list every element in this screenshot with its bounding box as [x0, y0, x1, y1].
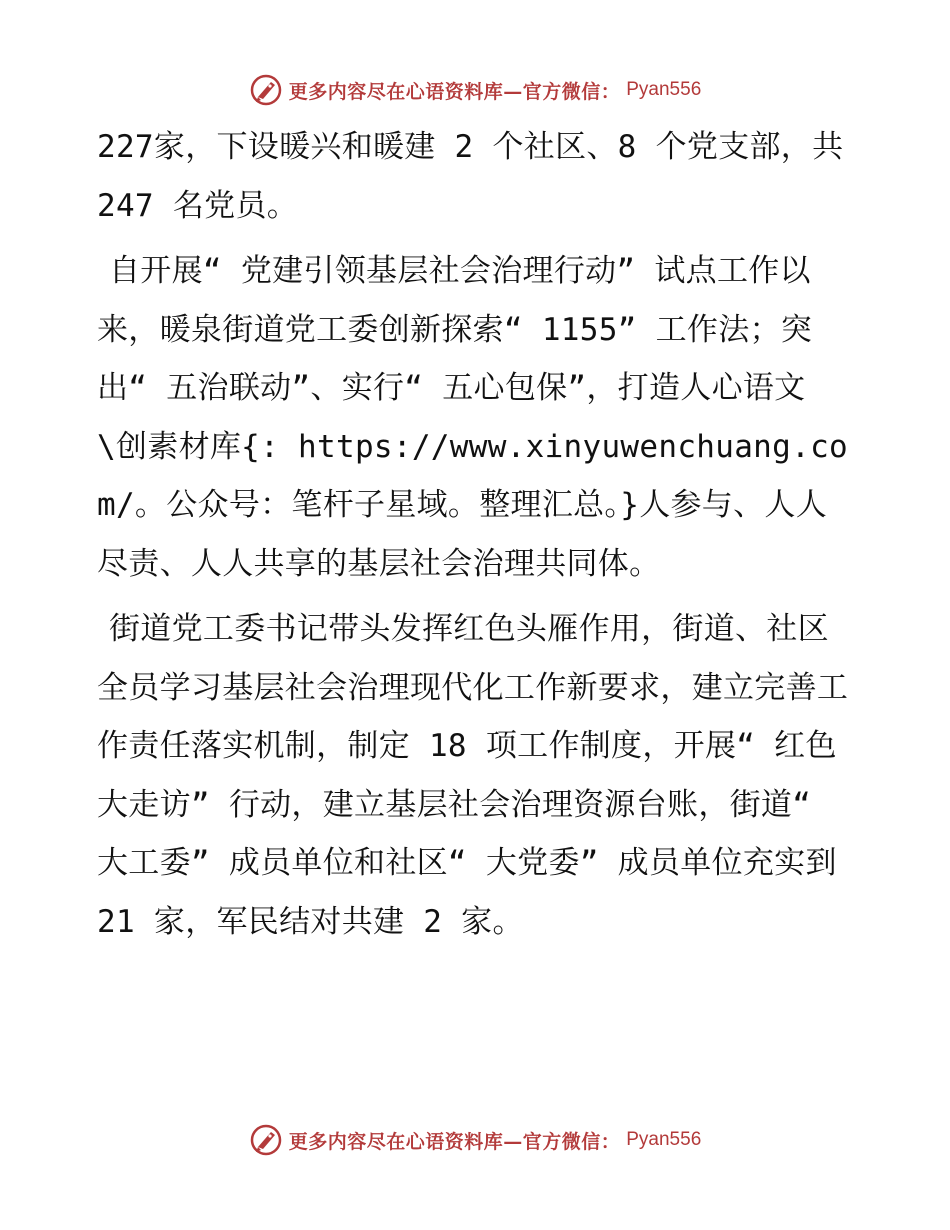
paragraph-3: 街道党工委书记带头发挥红色头雁作用，街道、社区全员学习基层社会治理现代化工作新要求，建立完善工作责任落实机制，制定 18 项工作制度，开展“ 红色大走访” 行动，建立基层社会治理资源台账，街道“ 大工委” 成员单位和社区“ 大党委” 成员单位充实到 21 家，军民结对共建 2 家。 [97, 611, 849, 940]
footer-banner [0, 1120, 950, 1160]
pen-nib-logo-icon [249, 1123, 283, 1157]
paragraph-1: 227家，下设暖兴和暖建 2 个社区、8 个党支部，共 247 名党员。 [97, 129, 844, 224]
header-wechat-id: Pyan556 [626, 79, 702, 100]
footer-wechat-id: Pyan556 [626, 1129, 702, 1150]
paragraph-2: 自开展“ 党建引领基层社会治理行动” 试点工作以来，暖泉街道党工委创新探索“ 1155” 工作法；突出“ 五治联动”、实行“ 五心包保”，打造人心语文\创素材库{: https://www.xinyuwenchuang.com/。公众号：笔杆子星域。整理汇总。}人参与、人人尽责、人人共享的基层社会治理共同体。 [97, 253, 848, 582]
header-banner [0, 70, 950, 110]
header-banner-text: 更多内容尽在心语资料库—官方微信： [288, 80, 621, 103]
document-body [97, 118, 853, 951]
pen-nib-logo-icon [249, 73, 283, 107]
footer-banner-text: 更多内容尽在心语资料库—官方微信： [288, 1130, 621, 1153]
